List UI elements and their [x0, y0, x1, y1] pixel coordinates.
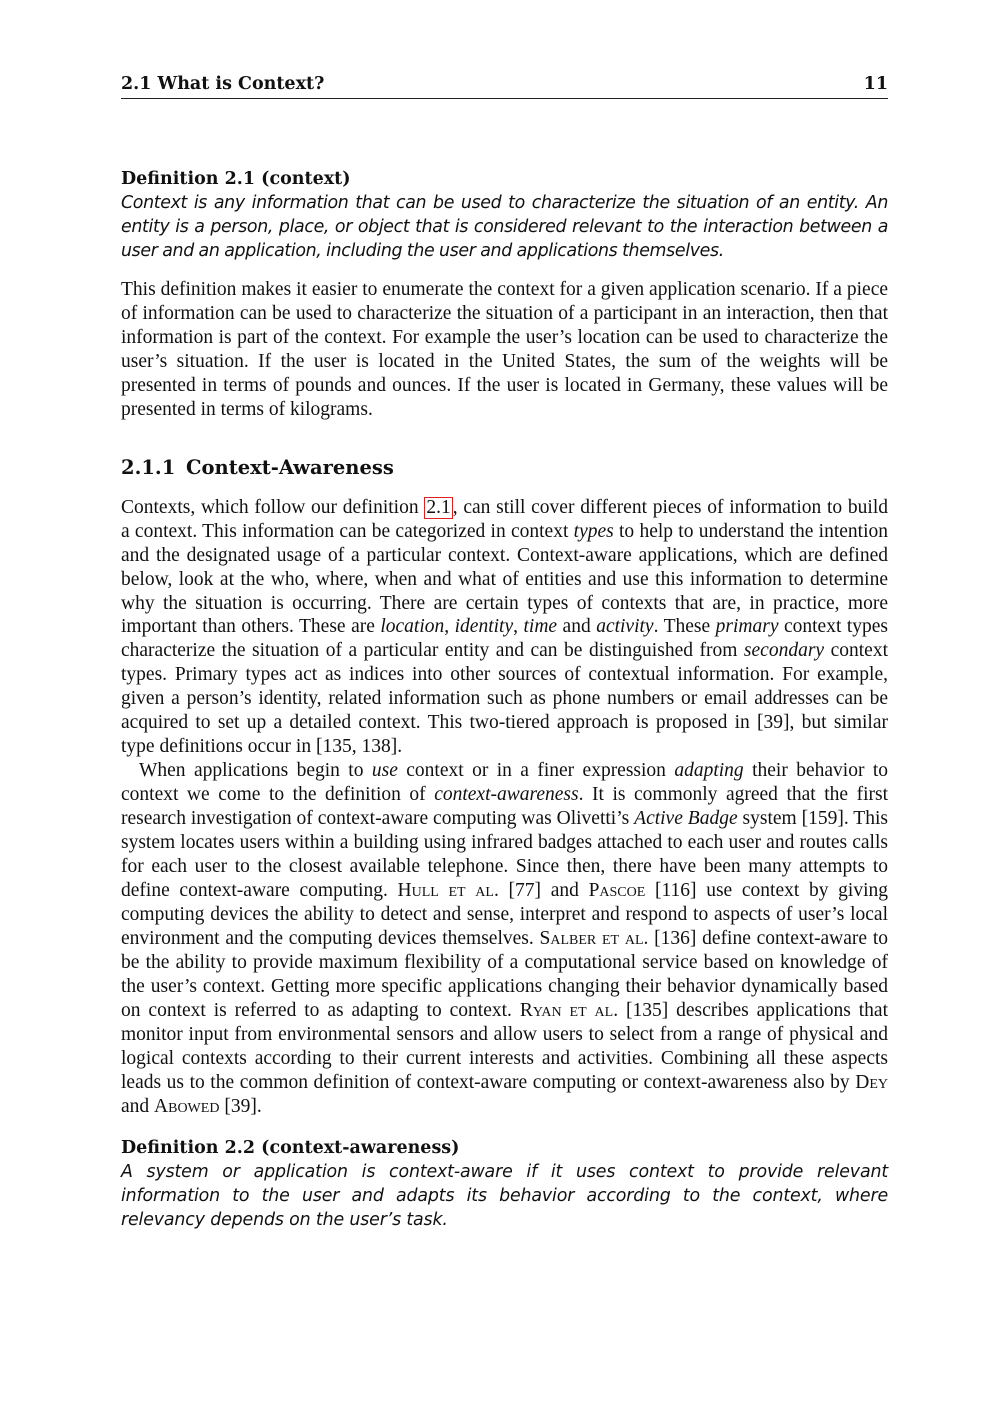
section-heading — [121, 456, 888, 480]
paragraph-2: Contexts, which follow our definition 2.1 , can still cover different pieces of information to build a context. This information can be categorized in context types to help to understand the intention and the designated usage of a particular context. Context-aware applications, which are defined below, look at the who, where, when and what of entities and use this information to determine why the situation is occurring. There are certain types of contexts that are, in practice, more important than others. These are location, identity, time and activity. These primary context types characterize the situation of a particular entity and can be distinguished from secondary context types. Primary types act as indices into other sources of contextual information. For example, given a person’s identity, related information such as phone numbers or email addresses can be acquired to set up a detailed context. This two-tiered approach is proposed in [39], but similar type definitions occur in [135, 138]. — [121, 496, 889, 758]
definition-reference-link[interactable]: 2.1 — [426, 496, 451, 518]
definition-title: Definition 2.2 (context-awareness) — [121, 1137, 460, 1158]
running-head-section: 2.1 What is Context? — [121, 74, 325, 94]
definition-2-2 — [121, 1136, 888, 1232]
section-title: Context-Awareness — [186, 455, 394, 479]
section-number: 2.1.1 — [121, 455, 176, 479]
definition-title: Definition 2.1 (context) — [121, 169, 351, 189]
page-content — [121, 74, 888, 1232]
running-head — [121, 74, 888, 99]
paragraph-3: When applications begin to use context or in a finer expression adapting their behavior to context we come to the definition of context-awareness. It is commonly agreed that the first research investigation of context-aware computing was Olivetti’s Active Badge system [159]. This system locates users within a building using infrared badges attached to each user and routes calls for each user to the closest available telephone. Since then, there have been many attempts to define context-aware computing. Hull et al. [77] and Pascoe [116] use context by giving computing devices the ability to detect and sense, interpret and respond to aspects of user’s local environment and the computing devices themselves. Salber et al. [136] define context-aware to be the ability to provide maximum flexibility of a computational service based on knowledge of the user’s context. Getting more specific applications changing their behavior dynamically based on context is referred to as adapting to context. Ryan et al. [135] describes applications that monitor input from environmental sensors and allow users to select from a range of physical and logical contexts according to their current interests and activities. Combining all these aspects leads us to the common definition of context-aware computing or context-awareness also by Dey and Abowed [39]. — [121, 760, 889, 1117]
definition-body: Context is any information that can be used to characterize the situation of an entity. An entity is a person, place, or object that is considered relevant to the interaction between a user and an application, including the user and applications themselves. — [121, 193, 888, 261]
definition-2-1 — [121, 167, 888, 263]
paragraph-1: This definition makes it easier to enumerate the context for a given application scenario. If a piece of information can be used to characterize the situation of a participant in an interaction, then that information is part of the context. For example the user’s location can be used to characterize the user’s situation. If the user is located in the United States, the sum of the weights will be presented in terms of pounds and ounces. If the user is located in Germany, these values will be presented in terms of kilograms. — [121, 279, 888, 420]
page-number: 11 — [863, 74, 888, 94]
definition-body: A system or application is context-aware if it uses context to provide relevant information to the user and adapts its behavior according to the context, where relevancy depends on the user’s task. — [121, 1161, 888, 1230]
